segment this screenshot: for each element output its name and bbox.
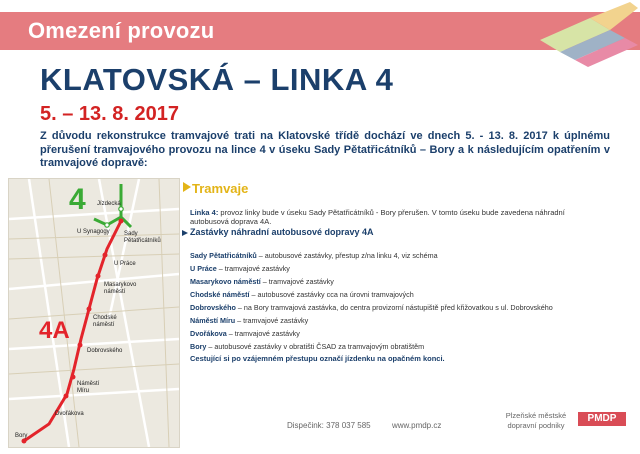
- route-map: [8, 178, 180, 448]
- label-bory: Bory: [15, 433, 28, 439]
- route-map-graphic: [9, 179, 179, 447]
- label-u-synagogy: U Synagogy: [77, 229, 110, 235]
- label-dobrovskeho: Dobrovského: [87, 348, 123, 354]
- closure-dates: 5. – 13. 8. 2017: [40, 103, 180, 125]
- stop-name: Dobrovského: [190, 303, 236, 312]
- list-item: [190, 340, 610, 353]
- line-4-info: [190, 208, 600, 226]
- stop-markers: [22, 219, 124, 444]
- pmdp-logo: PMDP: [578, 412, 626, 426]
- bus-stop-list: [190, 249, 610, 353]
- line-4-label: Linka 4:: [190, 208, 219, 217]
- stop-detail: – autobusové zastávky cca na úrovni tramvajových: [249, 290, 414, 299]
- label-jizdecka: Jízdecká: [97, 201, 121, 207]
- list-item: [190, 314, 610, 327]
- intro-text: Z důvodu rekonstrukce tramvajové trati na Klatovské třídě dochází ve dnech 5. - 13. 8. 2017 k úplnému přerušení tramvajového provozu na lince 4 v úseku Sady Pětatřicátníků – Bory a k následujícím opatřením v tramvajové dopravě:: [40, 130, 610, 169]
- stop-detail: – na Bory tramvajová zastávka, do centra provizorní nástupiště před křižovatkou s ul. Dobrovského: [235, 303, 553, 312]
- stop-name: Chodské náměstí: [190, 290, 250, 299]
- stop-detail: – tramvajové zastávky: [260, 277, 334, 286]
- list-item: [190, 262, 610, 275]
- tram-line-number: 4: [69, 183, 86, 216]
- page-title: Omezení provozu: [28, 18, 215, 43]
- label-namesti-miru: Náměstí Míru: [77, 381, 100, 394]
- stop-name: U Práce: [190, 264, 217, 273]
- label-masarykovo: Masarykovo náměstí: [104, 282, 137, 295]
- dispatch-contact: Dispečink: 378 037 585: [287, 421, 371, 430]
- company-name: Plzeňské městské dopravní podniky: [505, 411, 567, 430]
- bus-arrow-icon: [181, 229, 189, 237]
- bus-line-number: 4A: [39, 317, 70, 344]
- bus-stops-title: Zastávky náhradní autobusové dopravy 4A: [190, 227, 374, 237]
- list-item: [190, 288, 610, 301]
- stop-detail: – tramvajové zastávky: [216, 264, 290, 273]
- line-4-text: provoz linky bude v úseku Sady Pětatřicátníků - Bory přerušen. V tomto úseku bude zavedena náhradní autobusová doprava 4A.: [190, 208, 565, 226]
- label-dvorakova: Dvořákova: [55, 411, 84, 417]
- list-item: [190, 301, 610, 314]
- stop-detail: – tramvajové zastávky: [226, 329, 300, 338]
- stop-detail: – autobusové zastávky v obratišti ČSAD za tramvajovým obratištěm: [206, 342, 425, 351]
- decorative-stripes: [520, 0, 640, 75]
- stop-name: Bory: [190, 342, 207, 351]
- label-sady: Sady Pětatřicátníků: [124, 231, 161, 244]
- tram-section-title: Tramvaje: [192, 181, 249, 196]
- stop-name: Masarykovo náměstí: [190, 277, 261, 286]
- stop-name: Dvořákova: [190, 329, 227, 338]
- stop-detail: – autobusové zastávky, přestup z/na linku 4, viz schéma: [256, 251, 438, 260]
- list-item: [190, 327, 610, 340]
- stop-name: Sady Pětatřicátníků: [190, 251, 257, 260]
- ticket-note: Cestující si po vzájemném přestupu označí jízdenku na opačném konci.: [190, 354, 445, 363]
- headline: KLATOVSKÁ – LINKA 4: [40, 62, 394, 97]
- stop-name: Náměstí Míru: [190, 316, 236, 325]
- list-item: [190, 249, 610, 262]
- website-link[interactable]: www.pmdp.cz: [392, 421, 442, 430]
- list-item: [190, 275, 610, 288]
- stop-detail: – tramvajové zastávky: [235, 316, 309, 325]
- label-chodske: Chodské náměstí: [93, 315, 117, 328]
- label-u-prace: U Práce: [114, 261, 136, 267]
